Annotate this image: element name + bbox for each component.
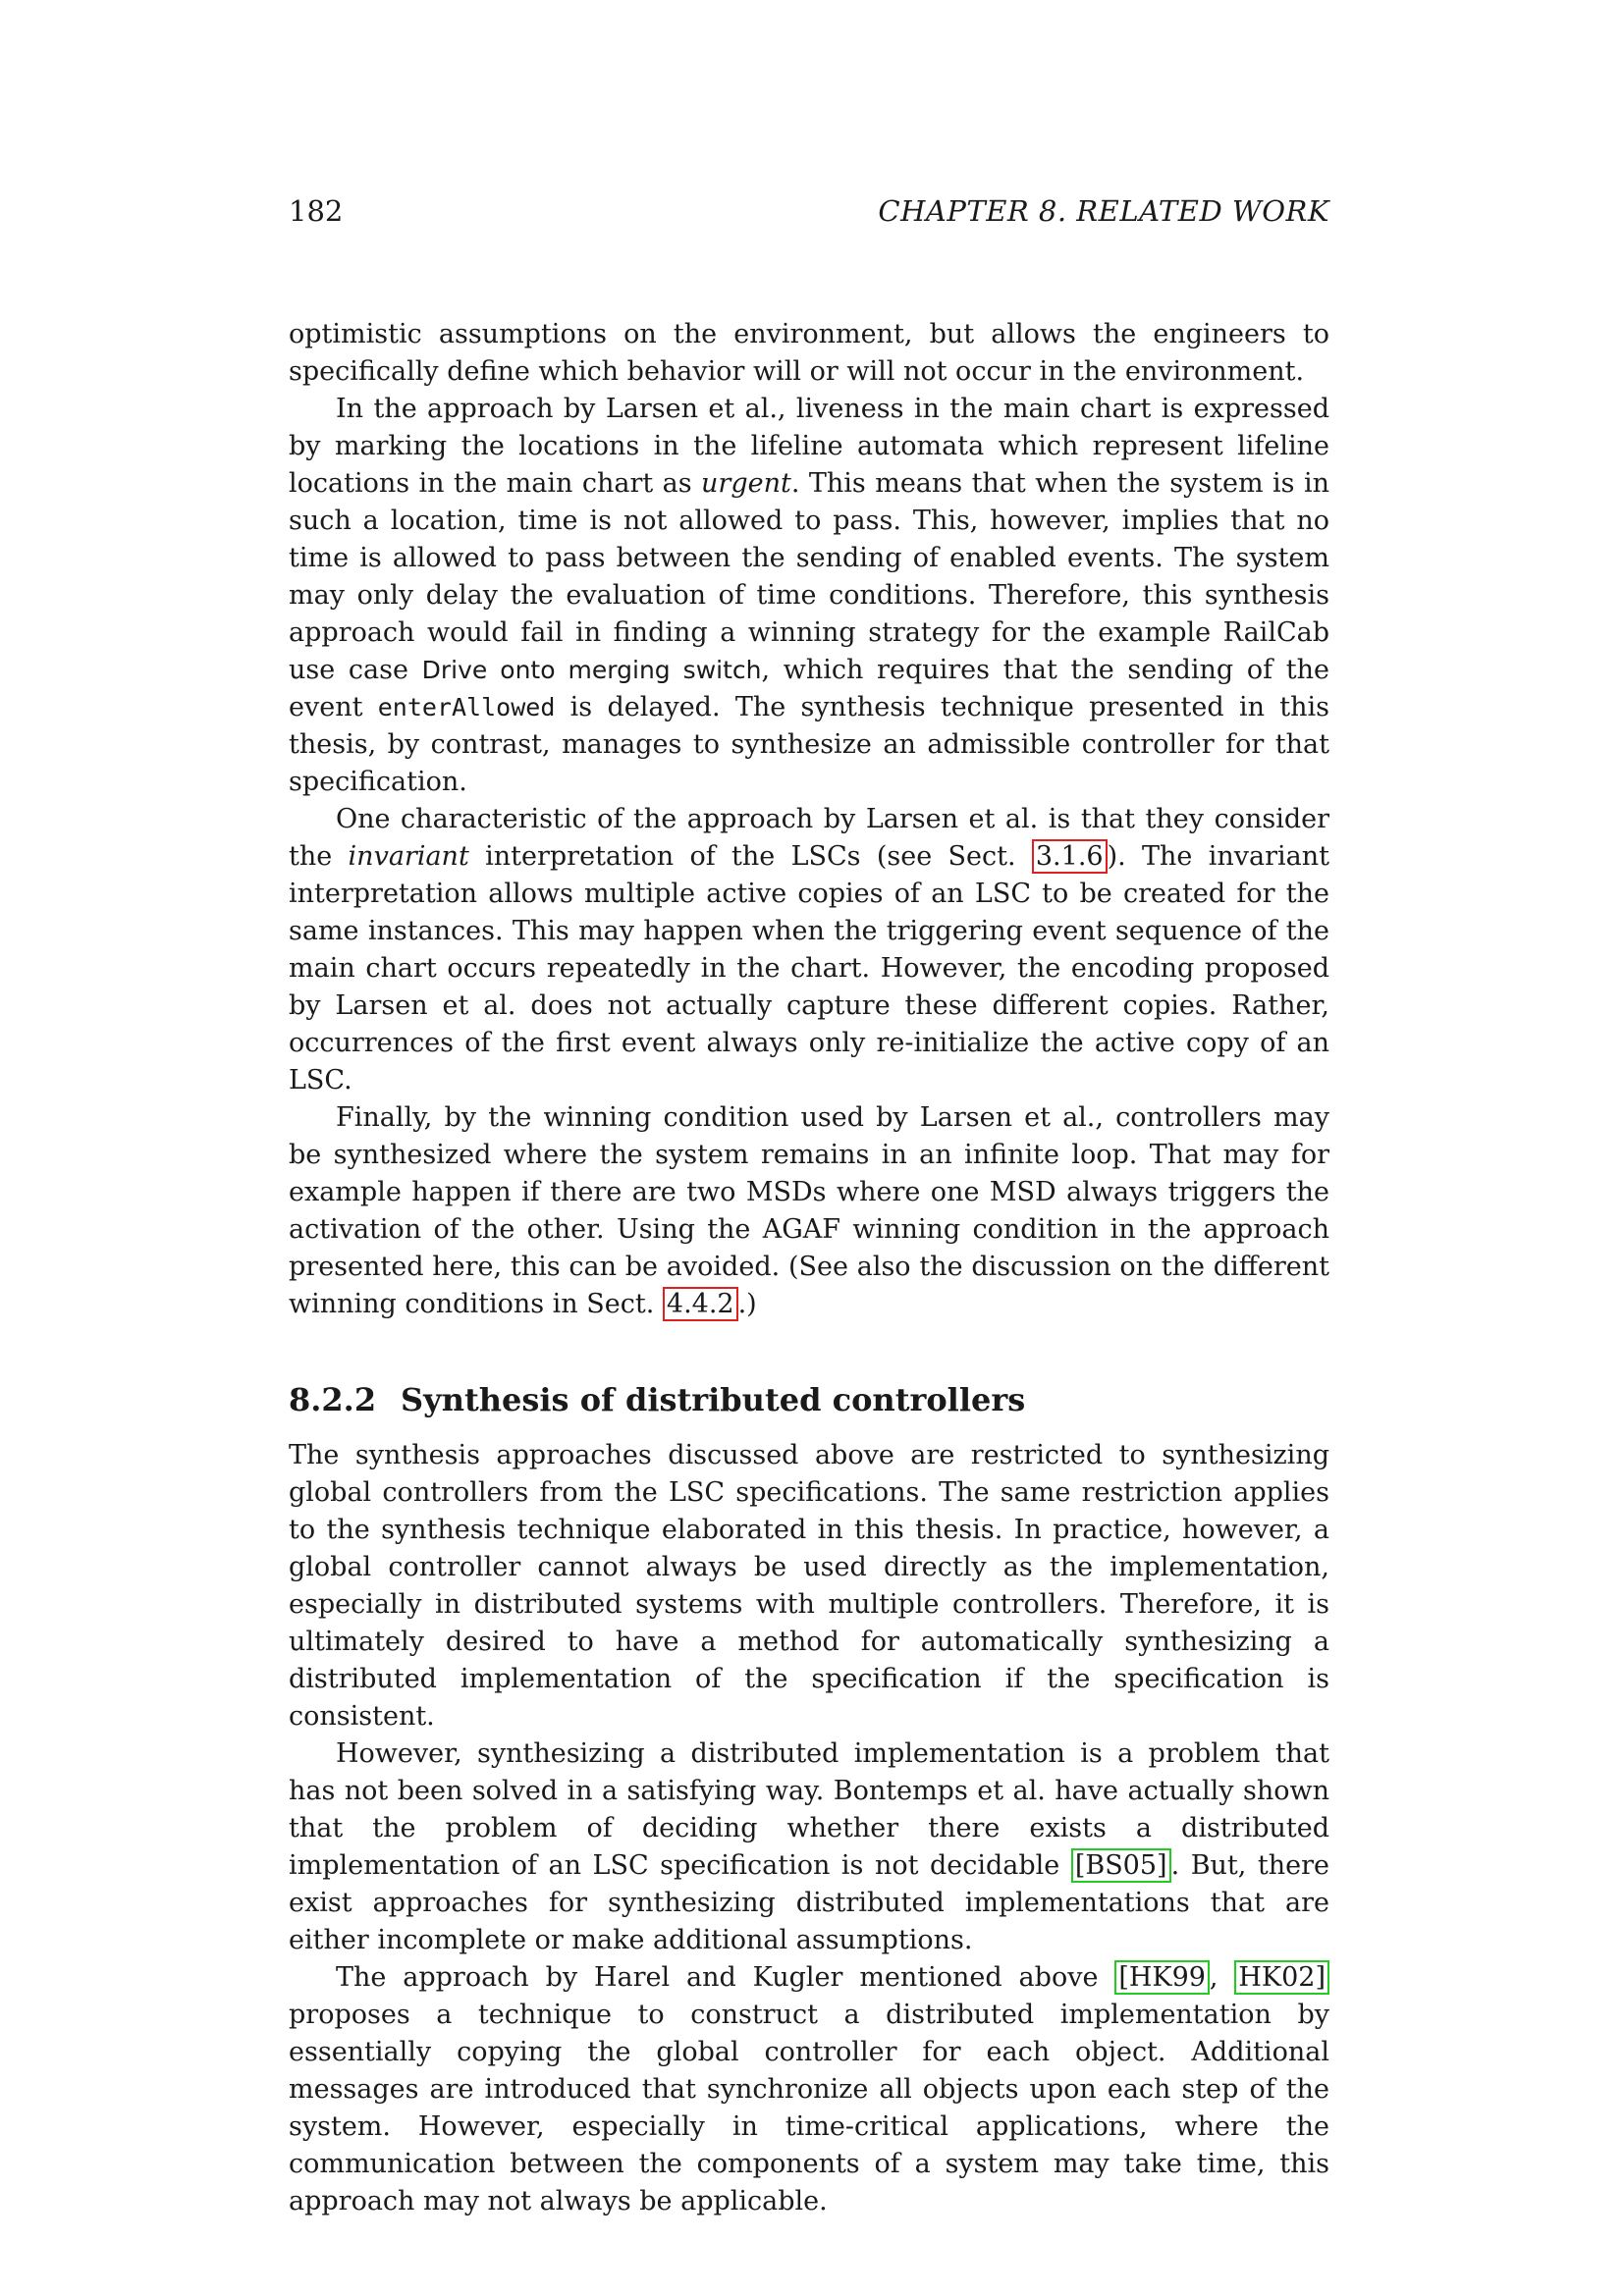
paragraph-7 bbox=[289, 1959, 1329, 2220]
page-number: 182 bbox=[289, 194, 344, 228]
p5-text: The synthesis approaches discussed above are restricted to synthesizing global controllers from the LSC specifications. The same restriction applies to the synthesis technique elaborated in this thesis. In practice, however, a global controller cannot always be used directly as the implementation, especially in distributed systems with multiple controllers. Therefore, it is ultimately desired to have a method for automatically synthesizing a distributed implementation of the specification if the specification is consistent. bbox=[289, 1440, 1329, 1732]
p6-a: However, synthesizing a distributed implementation is a problem that has not been solved in a satisfying way. Bontemps et al. have actually shown that the problem of deciding whether there exists a distributed implementation of an LSC specification is not decidable bbox=[289, 1738, 1329, 1881]
term-urgent: urgent bbox=[701, 468, 791, 499]
p7-b: proposes a technique to construct a distributed implementation by essentially copying the global controller for each object. Additional messages are introduced that synchronize all objects upon each step of the system. However, especially in time-critical applications, where the communication between the components of a system may take time, this approach may not always be applicable. bbox=[289, 2000, 1329, 2216]
citation-link[interactable]: HK02] bbox=[1234, 1960, 1329, 1995]
p7-a: The approach by Harel and Kugler mentioned above bbox=[336, 1962, 1115, 1993]
section-number: 8.2.2 bbox=[289, 1381, 377, 1418]
page bbox=[289, 192, 1329, 2220]
term-invariant: invariant bbox=[348, 841, 469, 872]
paragraph-4 bbox=[289, 1099, 1329, 1323]
p2-d: is delayed. The synthesis technique presented in this thesis, by contrast, manages to synthesize an admissible controller for that specification. bbox=[289, 692, 1329, 797]
paragraph-1 bbox=[289, 316, 1329, 391]
citation-link[interactable]: [BS05] bbox=[1071, 1848, 1171, 1883]
section-ref-link[interactable]: 4.4.2 bbox=[663, 1287, 738, 1321]
paragraph-5 bbox=[289, 1437, 1329, 1735]
section-title: Synthesis of distributed controllers bbox=[401, 1381, 1026, 1418]
p2-c: , which requires that the sending of the event bbox=[289, 655, 1329, 722]
paragraph-3 bbox=[289, 801, 1329, 1099]
p3-a: One characteristic of the approach by Larsen et al. is that they consider the bbox=[289, 804, 1329, 872]
section-ref-link[interactable]: 3.1.6 bbox=[1032, 839, 1108, 874]
p7-sep: , bbox=[1209, 1962, 1235, 1993]
paragraph-6 bbox=[289, 1735, 1329, 1959]
p3-c: ). The invariant interpretation allows multiple active copies of an LSC to be created for the same instances. This may happen when the triggering event sequence of the main chart occurs repeatedly in the chart. However, the encoding proposed by Larsen et al. does not actually capture these different copies. Rather, occurrences of the first event always only re-initialize the active copy of an LSC. bbox=[289, 841, 1329, 1095]
use-case-name: Drive onto merging switch bbox=[421, 656, 762, 684]
p4-b: .) bbox=[737, 1289, 757, 1319]
p3-b: interpretation of the LSCs (see Sect. bbox=[468, 841, 1032, 872]
p1-text: optimistic assumptions on the environment, but allows the engineers to specifically define which behavior will or will not occur in the environment. bbox=[289, 319, 1329, 387]
p6-b: . But, there exist approaches for synthesizing distributed implementations that are either incomplete or make additional assumptions. bbox=[289, 1850, 1329, 1955]
p2-a: In the approach by Larsen et al., liveness in the main chart is expressed by marking the locations in the lifeline automata which represent lifeline locations in the main chart as bbox=[289, 394, 1329, 499]
paragraph-2 bbox=[289, 391, 1329, 801]
event-name: enterAllowed bbox=[377, 693, 556, 721]
citation-link[interactable]: [HK99 bbox=[1114, 1960, 1210, 1995]
p2-b: . This means that when the system is in such a location, time is not allowed to pass. This, however, implies that no time is allowed to pass between the sending of enabled events. The system may only delay the evaluation of time conditions. Therefore, this synthesis approach would fail in finding a winning strategy for the example RailCab use case bbox=[289, 468, 1329, 685]
running-head bbox=[289, 192, 1329, 240]
section-heading bbox=[289, 1380, 1329, 1419]
p4-a: Finally, by the winning condition used by Larsen et al., controllers may be synthesized where the system remains in an infinite loop. That may for example happen if there are two MSDs where one MSD always triggers the activation of the other. Using the AGAF winning condition in the approach presented here, this can be avoided. (See also the discussion on the different winning conditions in Sect. bbox=[289, 1102, 1329, 1319]
chapter-title: CHAPTER 8. RELATED WORK bbox=[878, 194, 1329, 228]
